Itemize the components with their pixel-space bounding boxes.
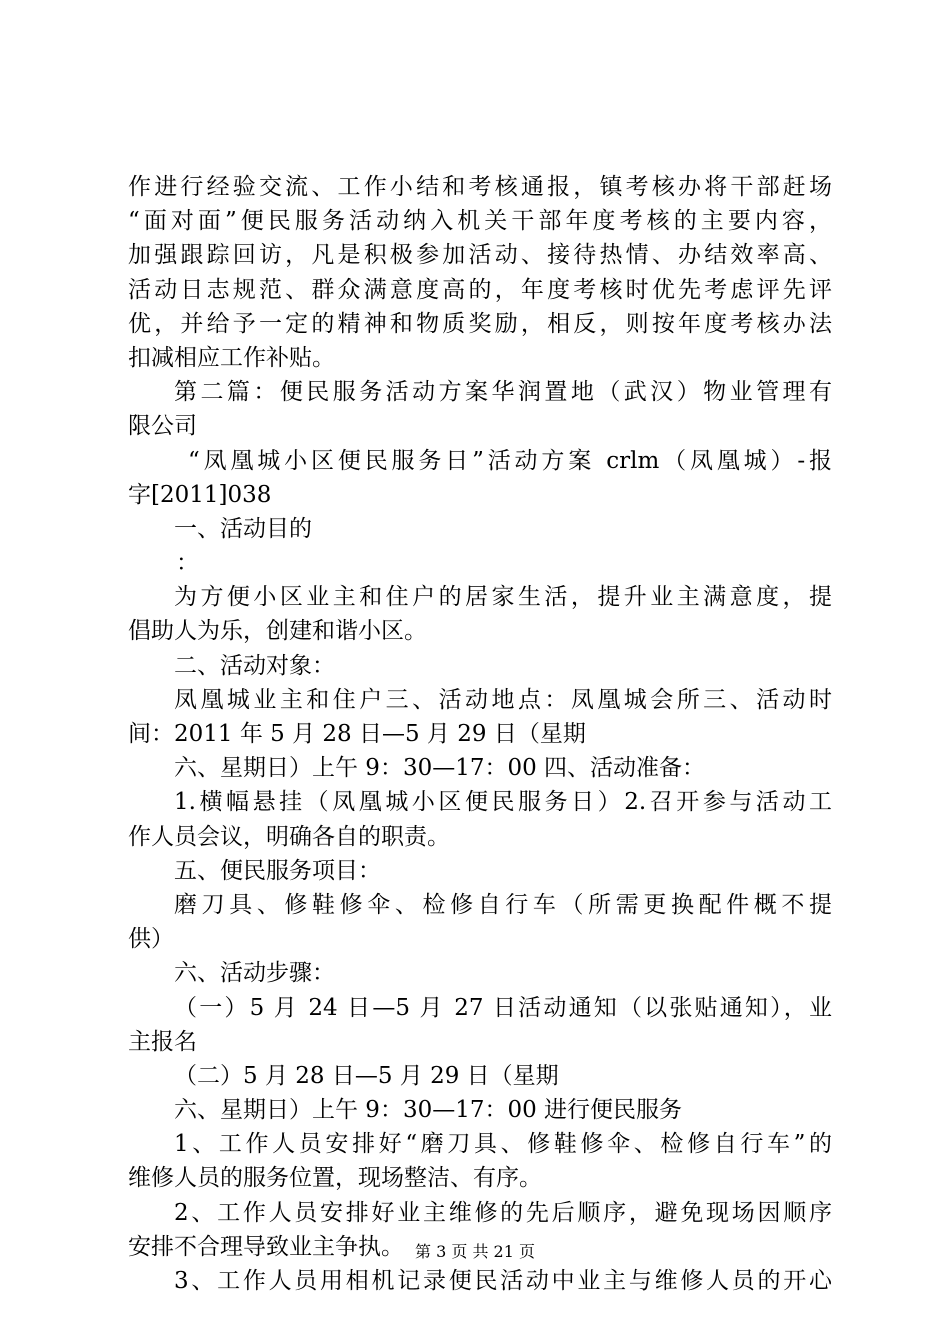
text-line: 磨刀具、修鞋修伞、检修自行车（所需更换配件概不提 [174, 891, 832, 918]
text-line: 限公司 [128, 413, 197, 440]
heading-services: 五、便民服务项目： [174, 857, 381, 884]
heading-purpose: 一、活动目的 [174, 515, 312, 542]
text-line: 主报名 [128, 1028, 197, 1055]
text-line: 倡助人为乐，创建和谐小区。 [128, 618, 427, 645]
text-line: 六、星期日）上午 9：30—17：00 四、活动准备： [174, 755, 706, 782]
text-line: 间：2011 年 5 月 28 日—5 月 29 日（星期 [128, 721, 586, 747]
heading-steps: 六、活动步骤： [174, 960, 335, 987]
page-number-footer: 第 3 页 共 21 页 [415, 1242, 535, 1261]
text-line: 1、工作人员安排好“磨刀具、修鞋修伞、检修自行车”的 [174, 1131, 832, 1158]
text-line: 为方便小区业主和住户的居家生活，提升业主满意度，提 [174, 584, 832, 611]
text-line: 扣减相应工作补贴。 [128, 344, 335, 371]
text-line: ： [176, 550, 199, 577]
text-line: 作人员会议，明确各自的职责。 [128, 823, 450, 850]
text-line: （二）5 月 28 日—5 月 29 日（星期 [174, 1062, 559, 1089]
text-line: 六、星期日）上午 9：30—17：00 进行便民服务 [174, 1097, 683, 1124]
text-line: 安排不合理导致业主争执。 [128, 1233, 404, 1260]
text-line: 3、工作人员用相机记录便民活动中业主与维修人员的开心 [174, 1268, 832, 1294]
plan-title: “凤凰城小区便民服务日”活动方案 crlm（凤凰城）-报 [188, 447, 832, 474]
text-line: 2、工作人员安排好业主维修的先后顺序，避免现场因顺序 [174, 1199, 832, 1226]
text-line: 供） [128, 926, 174, 953]
text-line: 优，并给予一定的精神和物质奖励，相反，则按年度考核办法 [128, 310, 832, 337]
text-line: 活动日志规范、群众满意度高的，年度考核时优先考虑评先评 [128, 276, 832, 303]
text-line: 加强跟踪回访，凡是积极参加活动、接待热情、办结效率高、 [128, 242, 832, 269]
text-line: （一）5 月 24 日—5 月 27 日活动通知（以张贴通知），业 [174, 994, 832, 1021]
document-body [128, 170, 832, 1298]
text-line: 字[2011]038 [128, 481, 272, 508]
text-line: 凤凰城业主和住户三、活动地点：凤凰城会所三、活动时 [174, 686, 832, 713]
text-line: 作进行经验交流、工作小结和考核通报，镇考核办将干部赶场 [128, 174, 832, 200]
heading-target: 二、活动对象： [174, 652, 335, 679]
text-line: 1.横幅悬挂（凤凰城小区便民服务日）2.召开参与活动工 [174, 789, 832, 816]
text-line: 维修人员的服务位置，现场整洁、有序。 [128, 1165, 542, 1192]
text-line: “面对面”便民服务活动纳入机关干部年度考核的主要内容， [128, 208, 832, 235]
section-heading: 第二篇：便民服务活动方案华润置地（武汉）物业管理有 [174, 379, 832, 406]
